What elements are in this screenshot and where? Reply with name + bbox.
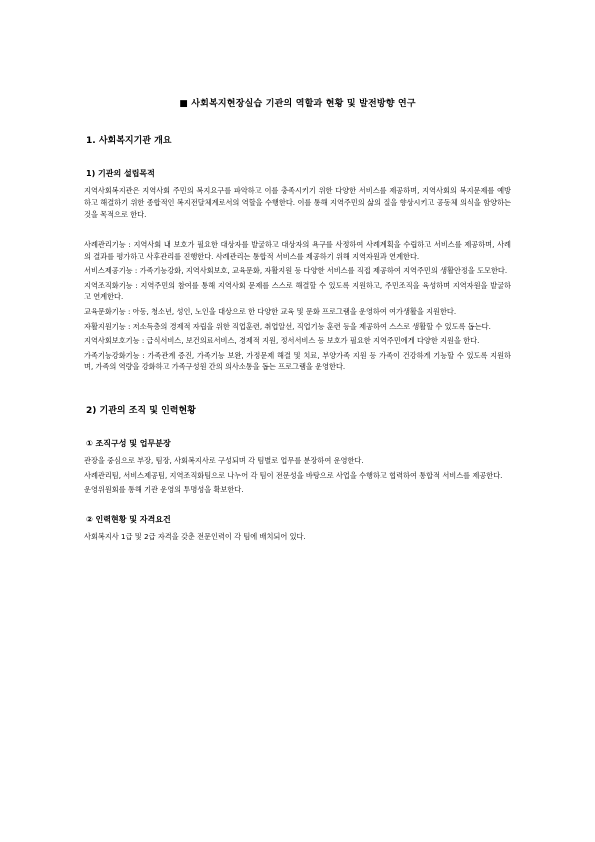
list-item: 사례관리기능 : 지역사회 내 보호가 필요한 대상자를 발굴하고 대상자의 욕구를 사정하여 사례계획을 수립하고 서비스를 제공하며, 사례의 결과를 평가하고 사후관리를 진행한다. 사례관리는 통합적 서비스를 제공하기 위해 지역자원과 연계한다. — [84, 240, 511, 261]
sub-heading: ① 조직구성 및 업무분장 — [86, 438, 171, 448]
document-title: ■ 사회복지현장실습 기관의 역할과 현황 및 발전방향 연구 — [179, 99, 416, 109]
list-item: 서비스제공기능 : 가족기능강화, 지역사회보호, 교육문화, 자활지원 등 다양한 서비스를 직접 제공하여 지역주민의 생활안정을 도모한다. — [84, 266, 508, 276]
intro-paragraph: 지역사회복지관은 지역사회 주민의 복지요구를 파악하고 이를 충족시키기 위한 다양한 서비스를 제공하며, 지역사회의 복지문제를 예방하고 해결하기 위한 종합적인 복지전달체계로서의 역할을 수행한다. 이를 통해 지역주민의 삶의 질을 향상시키고 공동체 의식을 함양하는 것을 목적으로 한다. — [84, 186, 511, 219]
section-heading: 1. 사회복지기관 개요 — [86, 136, 172, 146]
bullet-list — [84, 531, 511, 543]
list-item: 자활지원기능 : 저소득층의 경제적 자립을 위한 직업훈련, 취업알선, 직업기능 훈련 등을 제공하여 스스로 생활할 수 있도록 돕는다. — [84, 321, 491, 331]
list-item: 사례관리팀, 서비스제공팀, 지역조직화팀으로 나누어 각 팀이 전문성을 바탕으로 사업을 수행하고 협력하여 통합적 서비스를 제공한다. — [84, 470, 503, 480]
list-item: 교육문화기능 : 아동, 청소년, 성인, 노인을 대상으로 한 다양한 교육 및 문화 프로그램을 운영하여 여가생활을 지원한다. — [84, 306, 457, 316]
list-item: 관장을 중심으로 부장, 팀장, 사회복지사로 구성되며 각 팀별로 업무를 분장하여 운영한다. — [84, 455, 364, 465]
list-item: 지역조직화기능 : 지역주민의 참여를 통해 지역사회 문제를 스스로 해결할 수 있도록 지원하고, 주민조직을 육성하며 지역자원을 발굴하고 연계한다. — [84, 280, 511, 302]
list-item: 가족기능강화기능 : 가족관계 증진, 가족기능 보완, 가정문제 해결 및 치료, 부양가족 지원 등 가족이 건강하게 기능할 수 있도록 지원하며, 가족의 역량을 강화하고 가족구성원 간의 의사소통을 돕는 프로그램을 운영한다. — [84, 350, 511, 372]
list-item: 사회복지사 1급 및 2급 자격을 갖춘 전문인력이 각 팀에 배치되어 있다. — [84, 531, 306, 541]
section-heading: 2) 기관의 조직 및 인력현황 — [86, 405, 196, 416]
subsection — [84, 438, 511, 496]
list-item: 운영위원회를 통해 기관 운영의 투명성을 확보한다. — [84, 485, 244, 495]
sub-heading: ② 인력현황 및 자격요건 — [86, 514, 171, 524]
subsection — [84, 514, 511, 543]
sub-heading: 1) 기관의 설립목적 — [86, 169, 155, 178]
list-item: 지역사회보호기능 : 급식서비스, 보건의료서비스, 경제적 지원, 정서서비스 등 보호가 필요한 지역주민에게 다양한 지원을 한다. — [84, 336, 480, 346]
bullet-list — [84, 455, 511, 496]
function-list — [84, 239, 511, 373]
